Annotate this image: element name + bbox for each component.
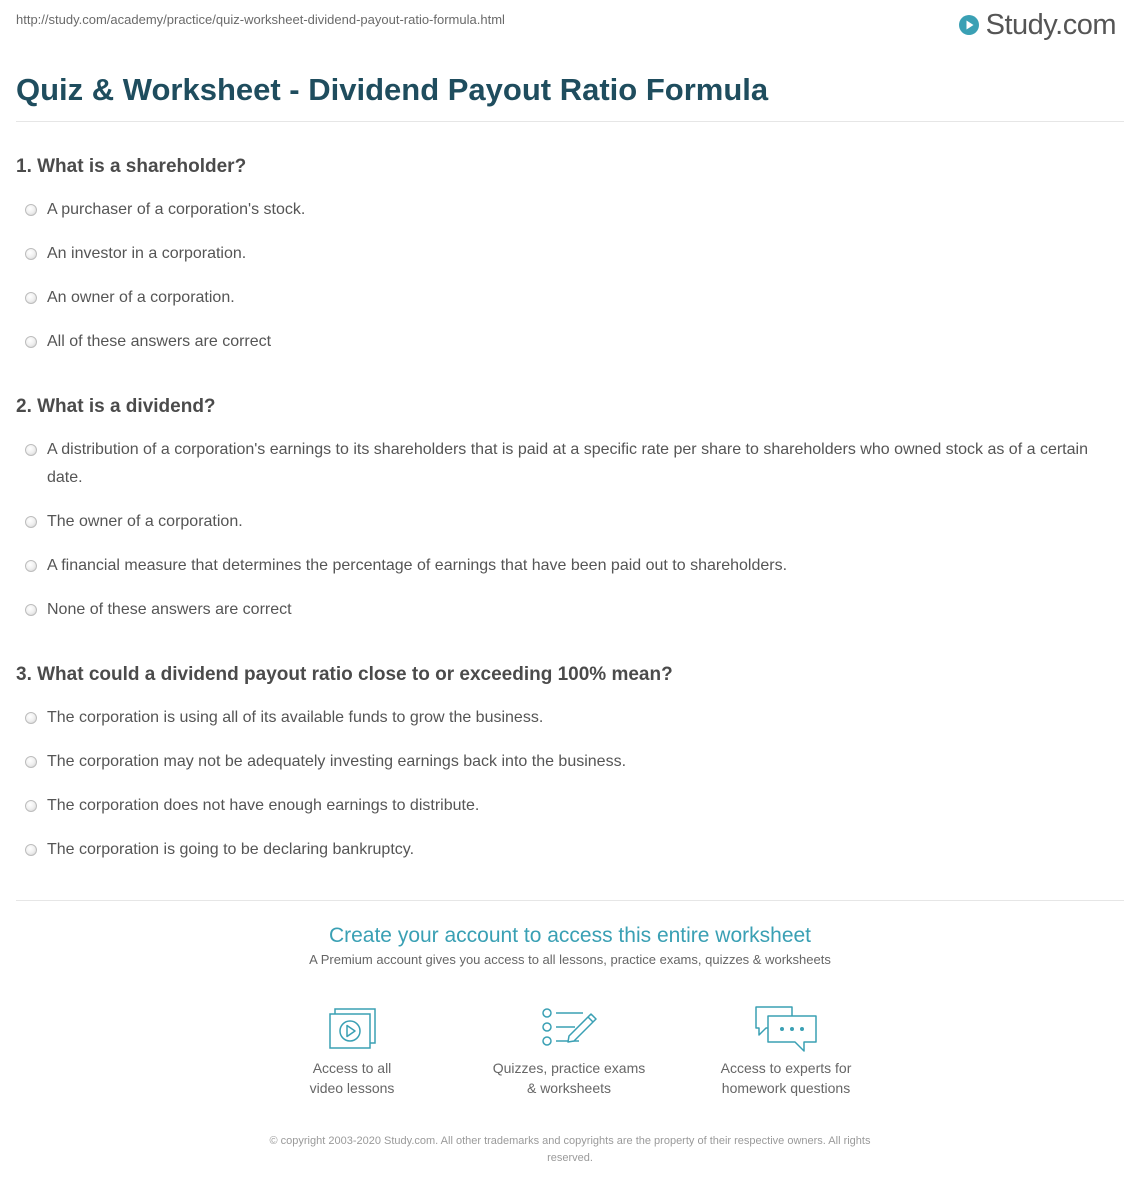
option-label: An owner of a corporation. [47,289,235,306]
title-divider [16,121,1124,122]
copyright-line: reserved. [547,1152,593,1164]
option-label: The corporation may not be adequately investing earnings back into the business. [47,753,627,770]
play-circle-icon [958,14,980,36]
feature-experts [691,1004,881,1098]
option-label: The owner of a corporation. [47,513,243,530]
question-title: 3. What could a dividend payout ratio close to or exceeding 100% mean? [16,664,673,685]
answer-option[interactable] [16,596,1116,624]
study-logo[interactable] [958,10,1116,40]
radio-button[interactable] [25,756,37,768]
question-title: 2. What is a dividend? [16,396,216,417]
feature-label-line: & worksheets [526,1080,612,1096]
radio-button[interactable] [25,292,37,304]
feature-quizzes [474,1004,664,1098]
answer-option[interactable] [16,836,1116,864]
cta-subtitle: A Premium account gives you access to all lessons, practice exams, quizzes & worksheets [309,952,831,967]
answer-option[interactable] [16,748,1116,776]
option-label: A purchaser of a corporation's stock. [47,201,306,218]
chat-bubbles-icon [754,1004,818,1054]
copyright-footer [210,1133,930,1167]
option-label: The corporation does not have enough earnings to distribute. [47,797,480,814]
answer-option[interactable] [16,704,1116,732]
logo-text: Study.com [985,9,1116,41]
radio-button[interactable] [25,560,37,572]
page-url: http://study.com/academy/practice/quiz-worksheet-dividend-payout-ratio-formula.html [16,12,505,27]
cta-divider [16,900,1124,901]
radio-button[interactable] [25,712,37,724]
option-label: All of these answers are correct [47,333,272,350]
answer-option[interactable] [16,196,1116,224]
page-title: Quiz & Worksheet - Dividend Payout Ratio Formula [16,72,769,107]
option-label: The corporation is going to be declaring bankruptcy. [47,841,415,858]
answer-option[interactable] [16,436,1116,492]
option-label: An investor in a corporation. [47,245,247,262]
question-title: 1. What is a shareholder? [16,156,247,177]
video-lessons-icon [325,1004,379,1050]
option-label: A financial measure that determines the percentage of earnings that have been paid out to shareholders. [47,557,788,574]
feature-video-lessons [257,1004,447,1098]
feature-label-line: Access to experts for [720,1060,852,1076]
radio-button[interactable] [25,248,37,260]
option-label: A distribution of a corporation's earnings to its shareholders that is paid at a specific rate per share to shareholders who owned stock as of a certain date. [47,441,1088,486]
answer-option[interactable] [16,284,1116,312]
option-label: None of these answers are correct [47,601,292,618]
question-1 [16,153,1116,356]
radio-button[interactable] [25,336,37,348]
radio-button[interactable] [25,800,37,812]
cta-title-link[interactable]: Create your account to access this entire worksheet [328,924,812,947]
answer-option[interactable] [16,792,1116,820]
feature-label-line: video lessons [309,1080,395,1096]
feature-label-line: Quizzes, practice exams [492,1060,646,1076]
feature-label-line: Access to all [312,1060,392,1076]
radio-button[interactable] [25,444,37,456]
radio-button[interactable] [25,204,37,216]
feature-label-line: homework questions [721,1080,851,1096]
question-2 [16,393,1116,624]
answer-option[interactable] [16,240,1116,268]
quiz-list-icon [539,1004,599,1050]
top-bar [16,10,1116,40]
signup-cta [0,922,1140,967]
answer-option[interactable] [16,328,1116,356]
radio-button[interactable] [25,604,37,616]
option-label: The corporation is using all of its available funds to grow the business. [47,709,544,726]
question-3 [16,661,1116,864]
radio-button[interactable] [25,516,37,528]
copyright-line: © copyright 2003-2020 Study.com. All other trademarks and copyrights are the property of their respective owners. All rights [269,1135,871,1147]
radio-button[interactable] [25,844,37,856]
answer-option[interactable] [16,552,1116,580]
answer-option[interactable] [16,508,1116,536]
